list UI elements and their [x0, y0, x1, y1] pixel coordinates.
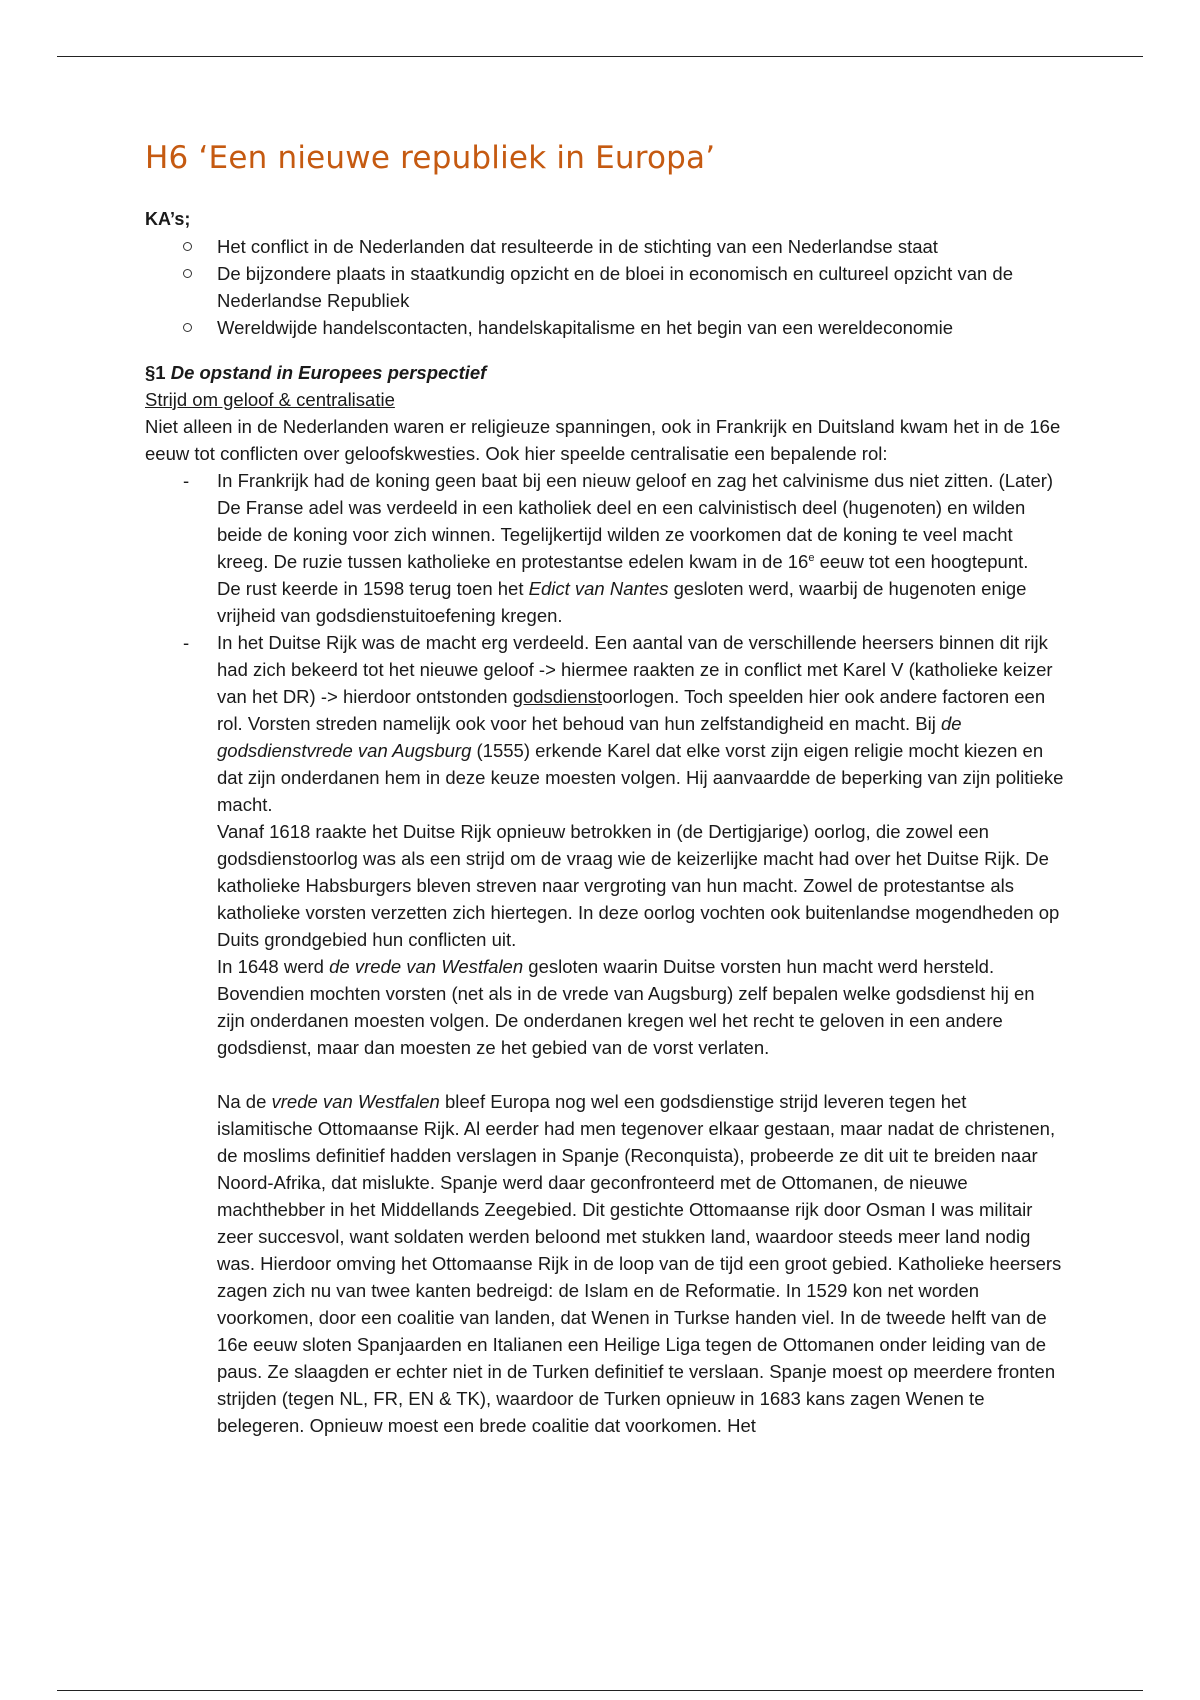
list-item-france: - In Frankrijk had de koning geen baat bij een nieuw geloof en zag het calvinisme dus niet zitten. (Later) De Franse adel was verdeeld in een katholiek deel en een calvinistisch deel (hugenoten) en wilden beide de koning voor zich winnen. Tegelijkertijd wilden ze voorkomen dat de koning te veel macht kreeg. De ruzie tussen katholieke en protestantse edelen kwam in de 16e eeuw tot een hoogtepunt. De rust keerde in 1598 terug toen het Edict van Nantes gesloten werd, waarbij de hugenoten enige vrijheid van godsdienstuitoefening kregen.	[145, 467, 1065, 629]
page-title: H6 ‘Een nieuwe republiek in Europa’	[145, 140, 716, 176]
dash-bullet-icon: -	[183, 470, 190, 491]
dash-bullet-icon: -	[183, 632, 190, 653]
ottoman-paragraph: Na de vrede van Westfalen bleef Europa nog wel een godsdienstige strijd leveren tegen het islamitische Ottomaanse Rijk. Al eerder had men tegenover elkaar gestaan, maar nadat de christenen, de moslims definitief hadden verslagen in Spanje (Reconquista), probeerde ze dit uit te breiden naar Noord-Afrika, dat mislukte. Spanje werd daar geconfronteerd met de Ottomanen, de nieuwe machthebber in het Middellands Zeegebied. Dit gestichte Ottomaanse rijk door Osman I was militair zeer succesvol, want soldaten werden beloond met stukken land, waardoor steeds meer land nodig was. Hierdoor omving het Ottomaanse Rijk in de loop van de tijd een groot gebied. Katholieke heersers zagen zich nu van twee kanten bedreigd: de Islam en de Reformatie. In 1529 kon net worden voorkomen, door een coalitie van landen, dat Wenen in Turkse handen viel. In de tweede helft van de 16e eeuw sloten Spanjaarden en Italianen een Heilige Liga tegen de Ottomanen onder leiding van de paus. Ze slaagden er echter niet in de Turken definitief te verslaan. Spanje moest op meerdere fronten strijden (tegen NL, FR, EN & TK), waardoor de Turken opnieuw in 1683 kans zagen Wenen te belegeren. Opnieuw moest een brede coalitie dat voorkomen. Het	[217, 1091, 1062, 1436]
header-rule	[57, 56, 1143, 57]
ka-label: KA’s;	[145, 209, 191, 229]
subheading: Strijd om geloof & centralisatie	[145, 389, 395, 410]
intro-paragraph: Niet alleen in de Nederlanden waren er religieuze spanningen, ook in Frankrijk en Duitsland kwam het in de 16e eeuw tot conflicten over geloofskwesties. Ook hier speelde centralisatie een bepalende rol:	[145, 416, 1061, 464]
circle-bullet-icon	[183, 269, 192, 278]
circle-bullet-icon	[183, 323, 192, 332]
dash-list	[145, 467, 1065, 1061]
footer-rule	[57, 1690, 1143, 1691]
ka-list	[145, 233, 1065, 341]
circle-bullet-icon	[183, 242, 192, 251]
list-item: Wereldwijde handelscontacten, handelskapitalisme en het begin van een wereldeconomie	[145, 314, 1065, 341]
list-item: Het conflict in de Nederlanden dat resulteerde in de stichting van een Nederlandse staat	[145, 233, 1065, 260]
list-item-germany: - In het Duitse Rijk was de macht erg verdeeld. Een aantal van de verschillende heersers binnen dit rijk had zich bekeerd tot het nieuwe geloof -> hiermee raakten ze in conflict met Karel V (katholieke keizer van het DR) -> hierdoor ontstonden godsdienstoorlogen. Toch speelden hier ook andere factoren een rol. Vorsten streden namelijk ook voor het behoud van hun zelfstandigheid en macht. Bij de godsdienstvrede van Augsburg (1555) erkende Karel dat elke vorst zijn eigen religie mocht kiezen en dat zijn onderdanen hem in deze keuze moesten volgen. Hij aanvaardde de beperking van zijn politieke macht. Vanaf 1618 raakte het Duitse Rijk opnieuw betrokken in (de Dertigjarige) oorlog, die zowel een godsdienstoorlog was als een strijd om de vraag wie de keizerlijke macht had over het Duitse Rijk. De katholieke Habsburgers bleven streven naar vergroting van hun macht. Zowel de protestantse als katholieke vorsten verzetten zich hiertegen. In deze oorlog vochten ook buitenlandse mogendheden op Duits grondgebied hun conflicten uit. In 1648 werd de vrede van Westfalen gesloten waarin Duitse vorsten hun macht werd hersteld. Bovendien mochten vorsten (net als in de vrede van Augsburg) zelf bepalen welke godsdienst hij en zijn onderdanen moesten volgen. De onderdanen kregen wel het recht te geloven in een andere godsdienst, maar dan moesten ze het gebied van de vorst verlaten.	[145, 629, 1065, 1061]
list-item: De bijzondere plaats in staatkundig opzicht en de bloei in economisch en cultureel opzicht van de Nederlandse Republiek	[145, 260, 1065, 314]
document-page	[145, 140, 1065, 1439]
section-heading: §1 De opstand in Europees perspectief	[145, 362, 487, 383]
